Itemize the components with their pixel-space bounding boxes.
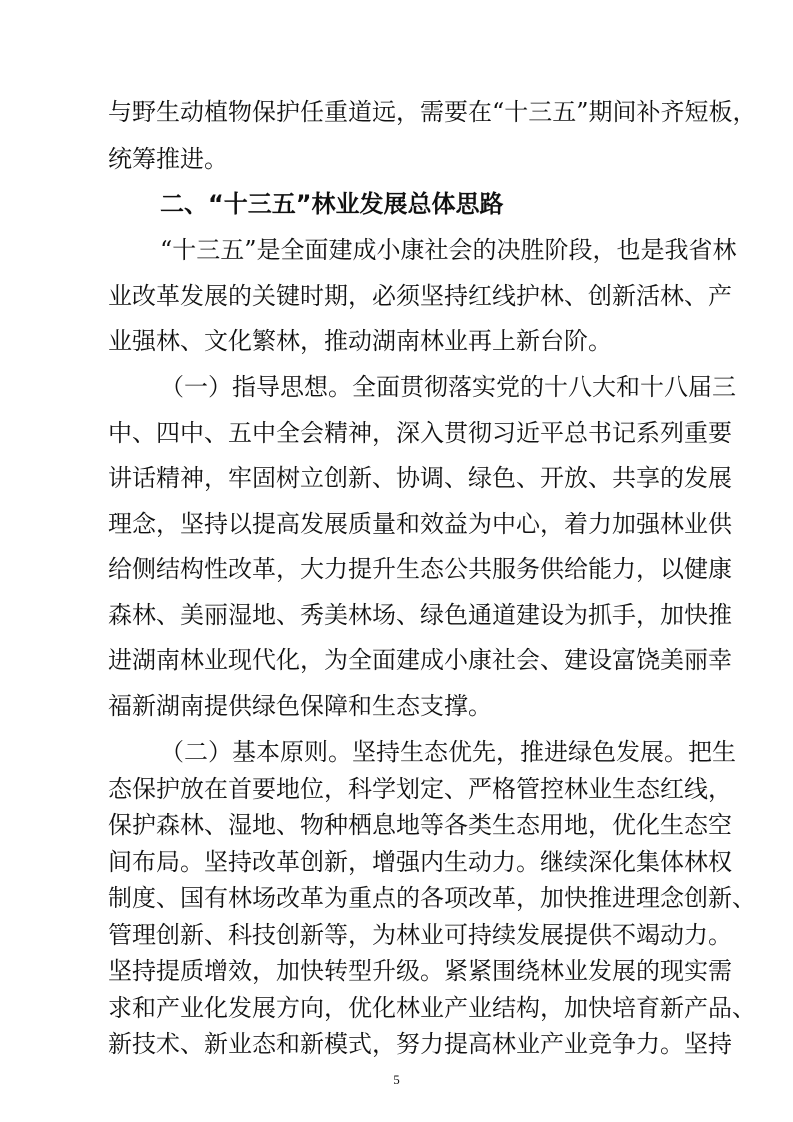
text-line: 坚持提质增效，加快转型升级。紧紧围绕林业发展的现实需 [108, 957, 732, 985]
text-line: 保护森林、湿地、物种栖息地等各类生态用地，优化生态空 [108, 811, 732, 839]
text-line: 森林、美丽湿地、秀美林场、绿色通道建设为抓手，加快推 [108, 601, 732, 629]
text-line: 给侧结构性改革，大力提升生态公共服务供给能力，以健康 [108, 555, 732, 583]
text-line: （二）基本原则。坚持生态优先，推进绿色发展。把生 [160, 738, 736, 766]
text-line: 管理创新、科技创新等，为林业可持续发展提供不竭动力。 [108, 920, 732, 949]
text-line: 间布局。坚持改革创新，增强内生动力。继续深化集体林权 [108, 847, 732, 876]
text-line: 业改革发展的关键时期，必须坚持红线护林、创新活林、产 [108, 282, 732, 310]
text-line: 理念，坚持以提高发展质量和效益为中心，着力加强林业供 [108, 510, 732, 538]
text-line: “十三五”是全面建成小康社会的决胜阶段，也是我省林 [160, 236, 737, 264]
text-line: 求和产业化发展方向，优化林业产业结构，加快培育新产品、 [108, 993, 756, 1022]
page-number: 5 [393, 1072, 400, 1087]
text-line: 与野生动植物保护任重道远，需要在“十三五”期间补齐短板， [108, 98, 757, 126]
text-line: 业强林、文化繁林，推动湖南林业再上新台阶。 [108, 327, 612, 355]
text-line: 讲话精神，牢固树立创新、协调、绿色、开放、共享的发展 [108, 464, 732, 492]
text-line: （一）指导思想。全面贯彻落实党的十八大和十八届三 [160, 373, 736, 401]
text-line: 新技术、新业态和新模式，努力提高林业产业竞争力。坚持 [108, 1030, 732, 1058]
section-heading: 二、“十三五”林业发展总体思路 [160, 190, 504, 218]
text-line: 统筹推进。 [108, 145, 228, 173]
text-line: 进湖南林业现代化，为全面建成小康社会、建设富饶美丽幸 [108, 646, 732, 674]
text-line: 中、四中、五中全会精神，深入贯彻习近平总书记系列重要 [108, 419, 732, 447]
text-line: 福新湖南提供绿色保障和生态支撑。 [108, 692, 492, 720]
text-line: 制度、国有林场改革为重点的各项改革，加快推进理念创新、 [108, 884, 756, 912]
text-line: 态保护放在首要地位，科学划定、严格管控林业生态红线， [108, 774, 732, 803]
